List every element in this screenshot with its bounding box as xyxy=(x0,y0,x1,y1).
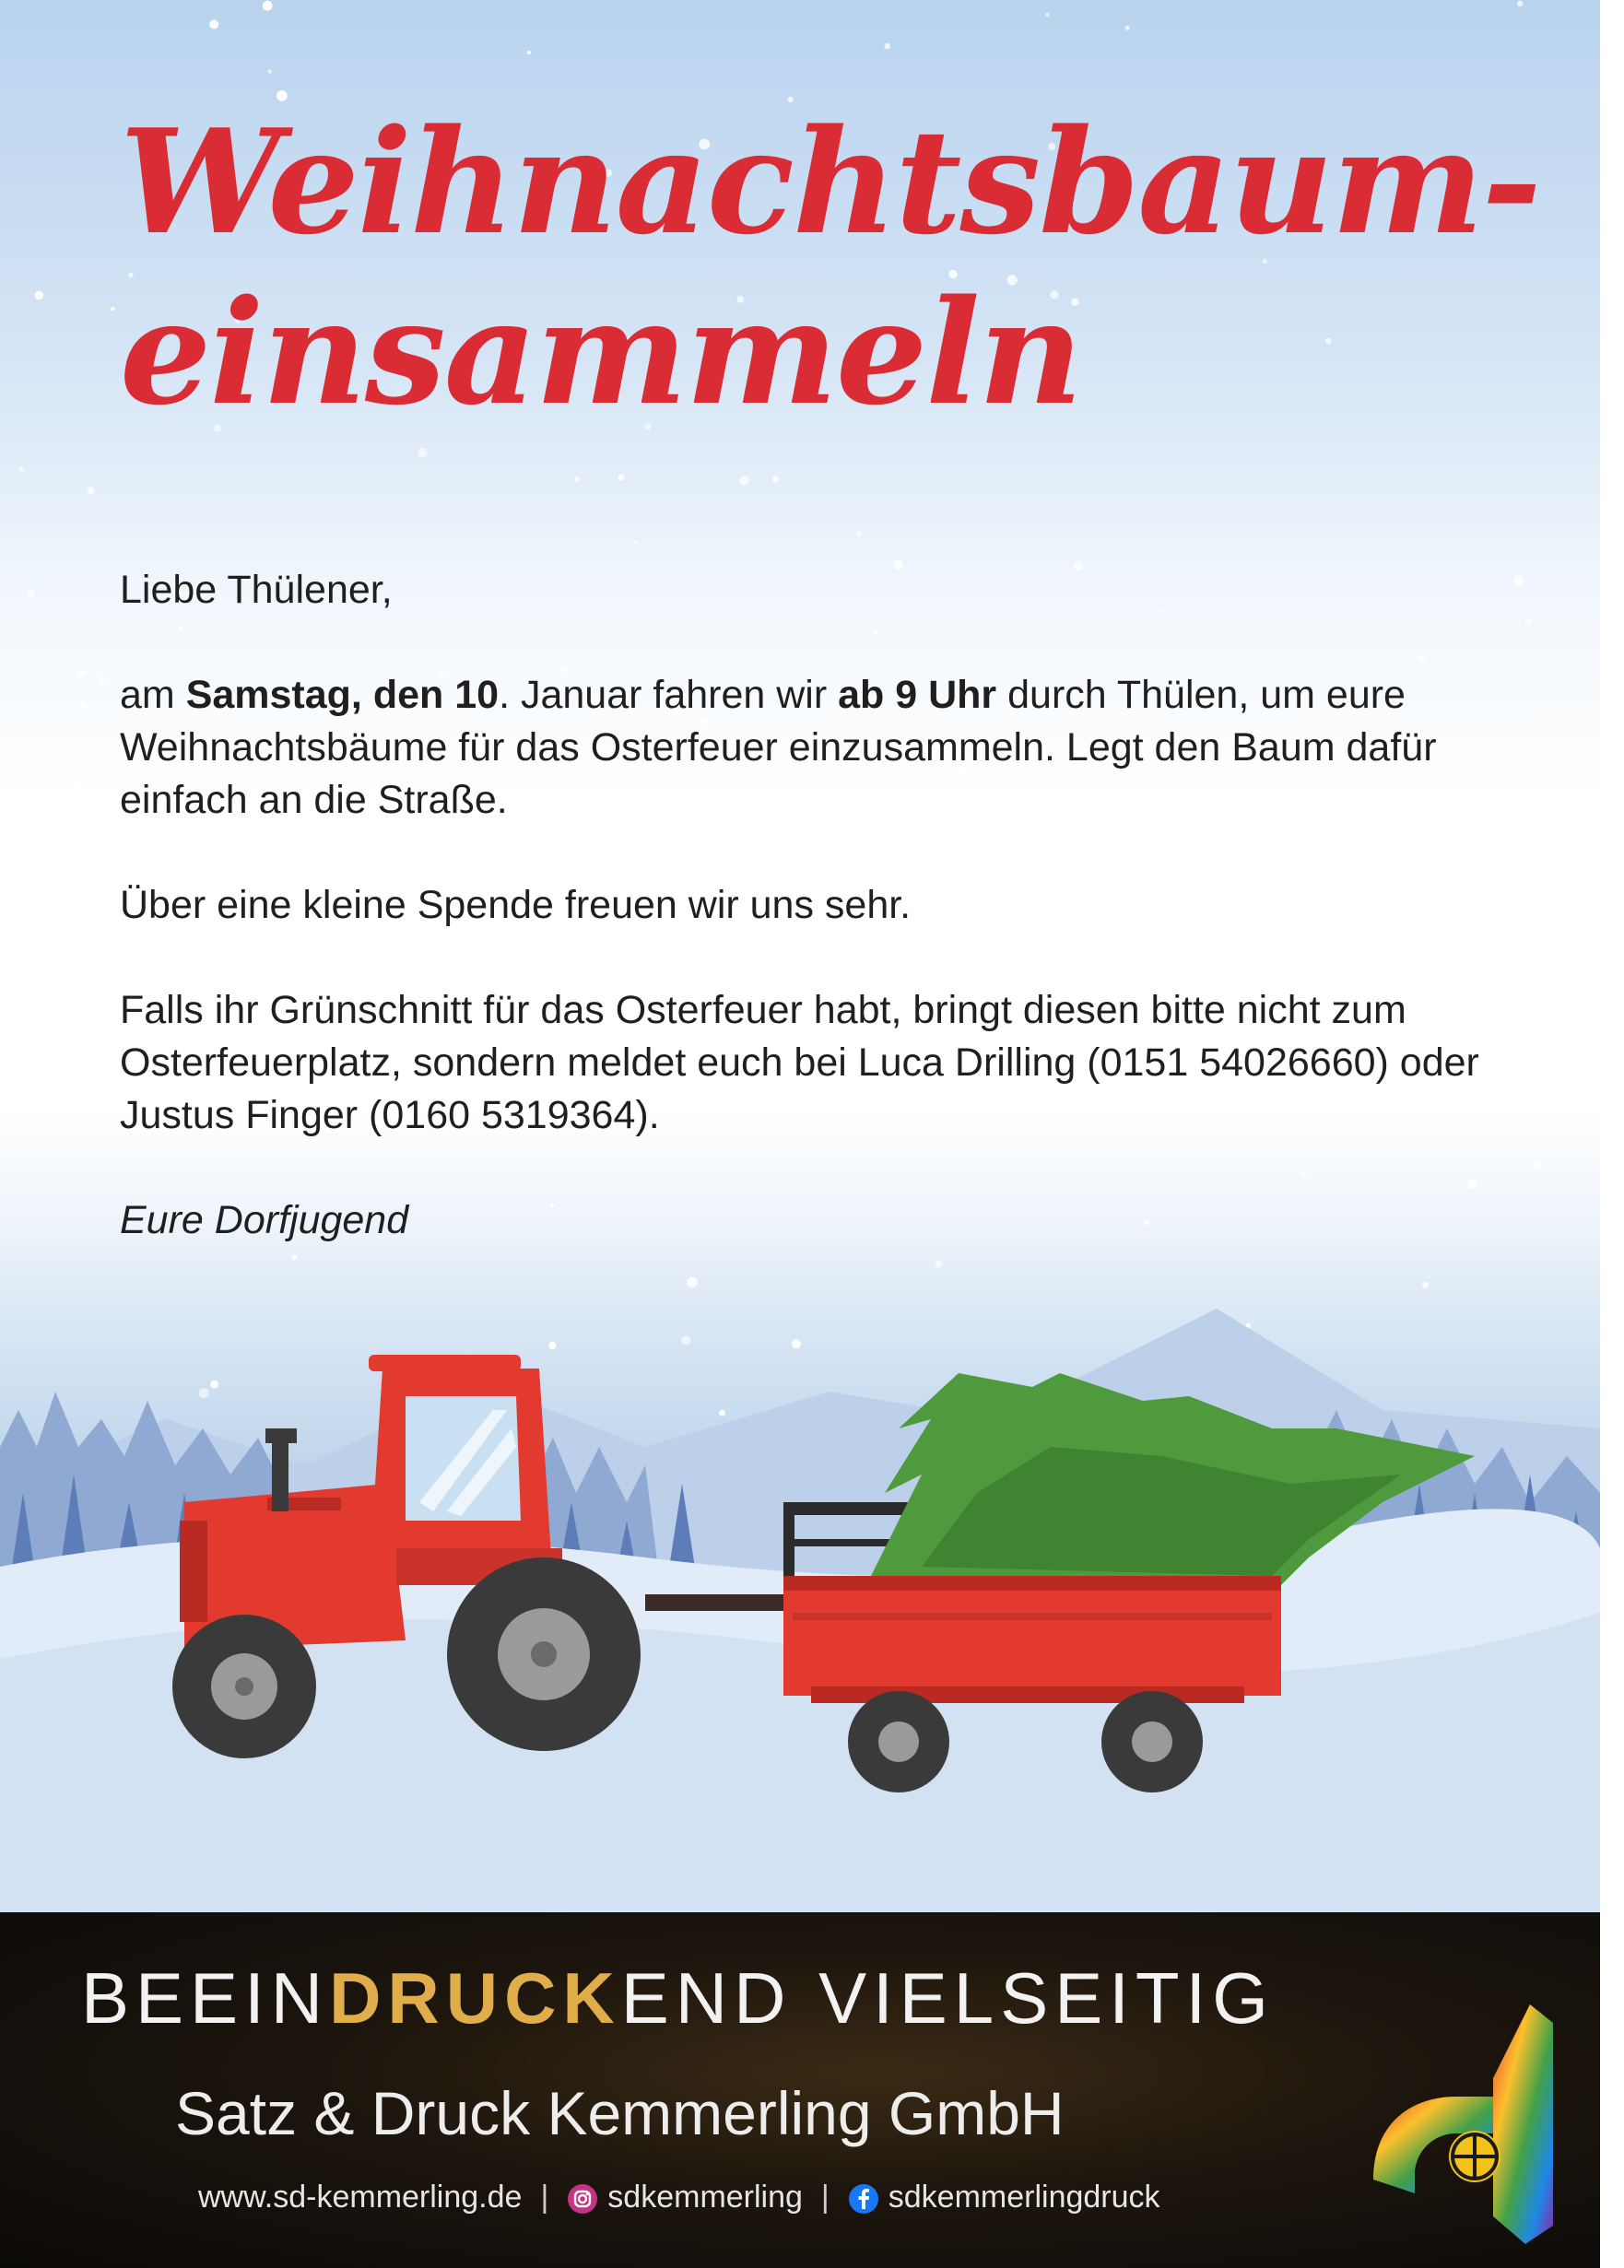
instagram-handle: sdkemmerling xyxy=(607,2180,803,2215)
collection-paragraph xyxy=(120,669,1521,827)
trailer-wheel-right xyxy=(1101,1691,1203,1792)
snowflake xyxy=(1125,26,1130,30)
snowflake xyxy=(1517,1,1524,7)
tractor-illustration xyxy=(0,1309,1600,1912)
snowflake xyxy=(772,476,779,483)
kemmerling-logo xyxy=(1355,1995,1567,2244)
snowflake xyxy=(88,488,95,495)
website-link[interactable]: www.sd-kemmerling.de xyxy=(198,2180,523,2215)
facebook-icon xyxy=(848,2183,879,2215)
snowflake xyxy=(111,307,115,311)
snowflake xyxy=(634,541,638,545)
snowflake xyxy=(78,670,85,676)
donation-paragraph: Über eine kleine Spende freuen wir uns sehr. xyxy=(120,883,912,927)
printer-footer xyxy=(0,1912,1600,2268)
collection-date: Samstag, den 10 xyxy=(185,673,500,717)
green-waste-paragraph: Falls ihr Grünschnitt für das Osterfeuer habt, bringt diesen bitte nicht zum Osterfeuerplatz, sondern meldet euch bei Luca Drilling (0151 54026660) oder Justus Finger (0160 5319364). xyxy=(120,988,1479,1137)
snowflake xyxy=(268,69,273,74)
snowflake xyxy=(0,928,4,935)
company-name: Satz & Druck Kemmerling GmbH xyxy=(175,2079,1065,2147)
snowflake xyxy=(19,467,24,472)
snowflake xyxy=(884,43,890,50)
trailer-wheel-left xyxy=(848,1691,949,1792)
slogan-part-2: DRUCK xyxy=(329,1957,621,2039)
tractor-front-wheel xyxy=(172,1615,316,1758)
facebook-handle: sdkemmerlingdruck xyxy=(888,2180,1160,2215)
instagram-icon xyxy=(567,2183,598,2215)
snowflake xyxy=(100,677,105,683)
snowflake xyxy=(27,588,35,596)
snowflake xyxy=(618,475,624,480)
title-line-2: einsammeln xyxy=(120,268,1081,437)
snowflake xyxy=(574,476,580,482)
snowflake xyxy=(209,19,218,29)
facebook-link[interactable] xyxy=(848,2180,1160,2215)
snowflake xyxy=(263,1,273,11)
snowflake xyxy=(856,531,863,537)
title-line-1: Weihnachtsbaum- xyxy=(120,98,1540,266)
tractor-rear-wheel xyxy=(447,1557,641,1751)
letter-body xyxy=(120,564,1521,1299)
slogan-part-1: BEEIN xyxy=(81,1957,330,2039)
instagram-link[interactable] xyxy=(567,2180,803,2215)
snowflake xyxy=(1045,13,1049,17)
collection-text-2: . Januar fahren wir xyxy=(499,673,839,717)
snowflake xyxy=(418,448,427,457)
contact-links xyxy=(198,2180,1396,2215)
separator-1: | xyxy=(540,2180,549,2215)
snowflake xyxy=(42,1074,52,1083)
separator-2: | xyxy=(820,2180,830,2215)
greeting: Liebe Thülener, xyxy=(120,568,393,612)
slogan-part-3: END VIELSEITIG xyxy=(620,1957,1275,2039)
snowflake xyxy=(739,476,748,485)
collection-time: ab 9 Uhr xyxy=(838,673,997,717)
collection-text-3: durch Thülen, um eure Weihnachtsbäume für das Osterfeuer einzusammeln. Legt den Baum dafür einfach an die Straße. xyxy=(120,673,1437,822)
snowflake xyxy=(72,784,80,793)
snowflake xyxy=(1524,617,1532,625)
trailer-box xyxy=(783,1576,1281,1703)
page-title xyxy=(120,97,1540,438)
snowflake xyxy=(79,702,87,710)
snowflake xyxy=(1534,981,1537,985)
snowflake xyxy=(35,291,44,300)
collection-text-1: am xyxy=(120,673,186,717)
snowflake xyxy=(527,51,531,54)
snowflake xyxy=(1536,1162,1542,1169)
signature: Eure Dorfjugend xyxy=(120,1198,409,1242)
printer-slogan xyxy=(81,1957,1418,2040)
